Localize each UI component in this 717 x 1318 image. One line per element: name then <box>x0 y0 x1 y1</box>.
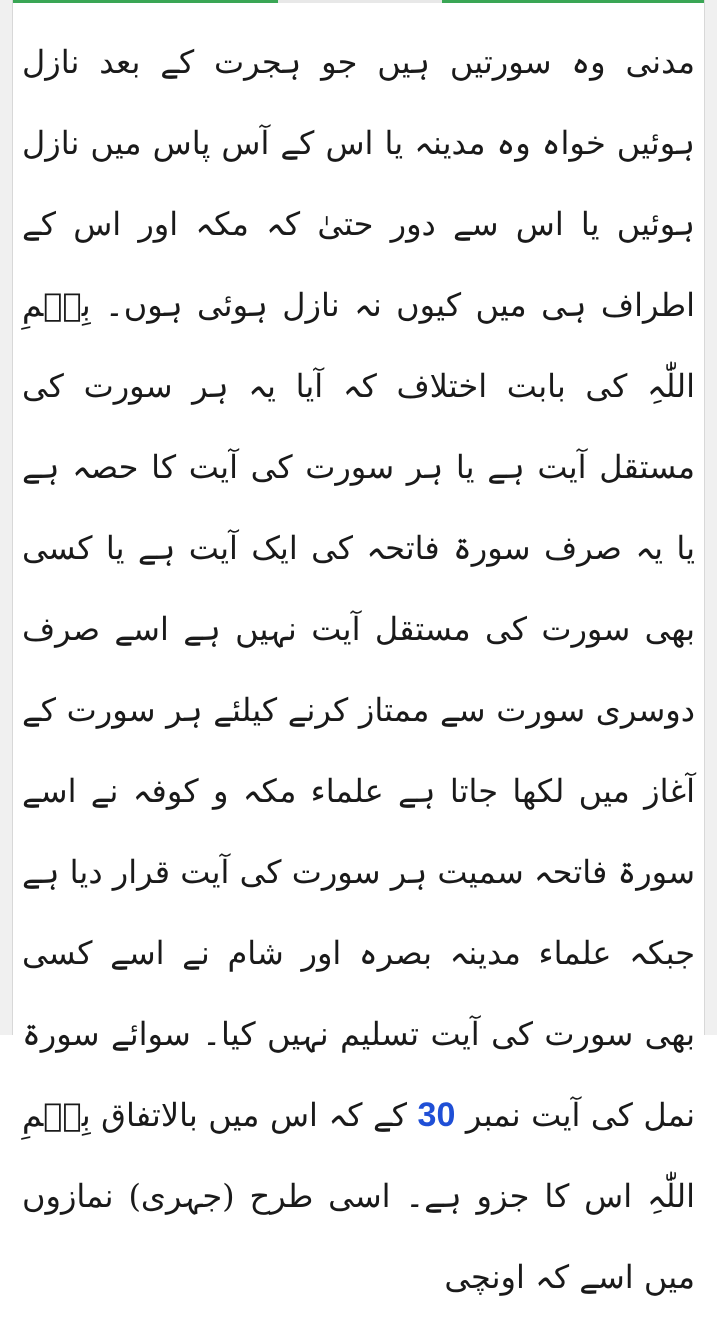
verse-number-link[interactable]: 30 <box>417 1096 456 1134</box>
left-margin <box>0 0 13 1035</box>
top-accent-bar-right <box>442 0 717 3</box>
article-text-part2: کے کہ اس میں بالاتفاق بِسۡمِ اللّٰہِ اس کا جزو ہے۔ اسی طرح (جہری) نمازوں میں اسے کہ اونچی <box>22 1096 695 1296</box>
article-text-part1: مدنی وہ سورتیں ہیں جو ہجرت کے بعد نازل ہوئیں خواہ وہ مدینہ یا اس کے آس پاس میں نازل ہوئیں یا اس سے دور حتیٰ کہ مکہ اور اس کے اطراف ہی میں کیوں نہ نازل ہوئی ہوں۔ بِسۡمِ اللّٰہِ کی بابت اختلاف کہ آیا یہ ہر سورت کی مستقل آیت ہے یا ہر سورت کی آیت کا حصہ ہے یا یہ صرف سورۃ فاتحہ کی ایک آیت ہے یا کسی بھی سورت کی مستقل آیت نہیں ہے اسے صرف دوسری سورت سے ممتاز کرنے کیلئے ہر سورت کے آغاز میں لکھا جاتا ہے علماء مکہ و کوفہ نے اسے سورۃ فاتحہ سمیت ہر سورت کی آیت قرار دیا ہے جبکہ علماء مدینہ بصرہ اور شام نے اسے کسی بھی سورت کی آیت تسلیم نہیں کیا۔ سوائے سورۃ نمل کی آیت نمبر <box>22 43 696 1134</box>
top-accent-bar-left <box>0 0 278 3</box>
right-margin <box>704 0 717 1035</box>
top-accent-bar-gap <box>278 0 442 3</box>
article-paragraph <box>22 22 695 1318</box>
